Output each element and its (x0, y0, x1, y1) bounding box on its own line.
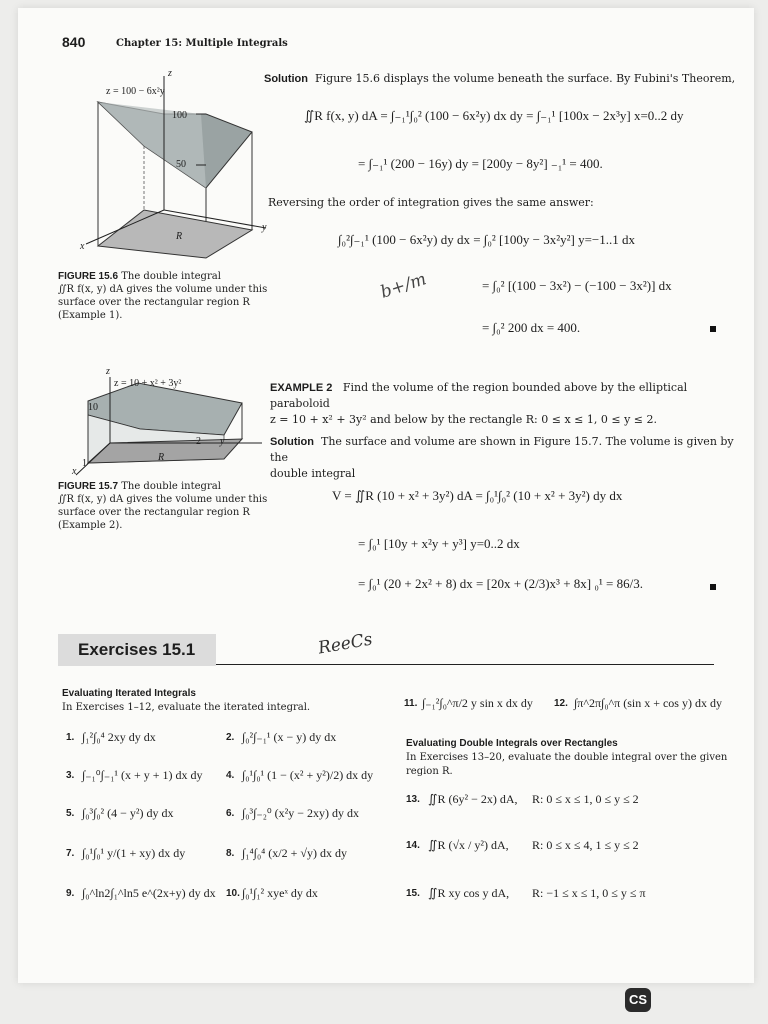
fig2-axis-z: z (106, 366, 110, 377)
exercise-number: 7. (66, 848, 75, 859)
fig2-surface-label: z = 10 + x² + 3y² (114, 378, 182, 389)
exercise-expr: ∫₀³∫₋₂⁰ (x²y − 2xy) dy dx (242, 806, 360, 820)
exercise-expr: ∫₀¹∫₁² xyeˣ dy dx (242, 886, 318, 900)
textbook-page (18, 8, 754, 983)
exercise-number: 10. (226, 888, 240, 899)
camscanner-logo-icon: CS (625, 988, 651, 1012)
exercise-expr: ∬R (√x / y²) dA, (428, 838, 509, 852)
section1-text: In Exercises 1–12, evaluate the iterated integral. (62, 702, 311, 713)
fig1-axis-x: x (80, 241, 85, 252)
end-of-example-marker (710, 326, 716, 332)
fig1-caption-line: (Example 1). (58, 310, 123, 321)
exercise-expr: ∫₀^ln2∫₁^ln5 e^(2x+y) dy dx (82, 886, 216, 900)
fig1-caption-title: FIGURE 15.6 (58, 271, 119, 282)
exercise-number: 2. (226, 732, 235, 743)
exercises-rule (216, 664, 714, 665)
end-of-example-marker (710, 584, 716, 590)
example2-solution-label: Solution (270, 436, 314, 448)
solution1-reverse-text: Reversing the order of integration gives the same answer: (268, 196, 594, 209)
example2-statement (270, 380, 744, 428)
solution1-eq5: = ∫₀² 200 dx = 400. (482, 320, 581, 335)
fig1-tick-50: 50 (176, 159, 186, 170)
exercise-number: 15. (406, 888, 420, 899)
fig2-tick-1: 1 (82, 458, 87, 469)
exercise-expr: ∬R xy cos y dA, (428, 886, 510, 900)
exercise-number: 9. (66, 888, 75, 899)
example2-solution (270, 434, 744, 482)
solution1-eq1: ∬R f(x, y) dA = ∫₋₁¹∫₀² (100 − 6x²y) dx dy = ∫₋₁¹ [100x − 2x³y] x=0..2 dy (304, 108, 684, 123)
example2-text: z = 10 + x² + 3y² and below by the rectangle R: 0 ≤ x ≤ 1, 0 ≤ y ≤ 2. (270, 413, 657, 426)
section2-text: In Exercises 13–20, evaluate the double integral over the given (406, 752, 728, 763)
fig2-caption-line: surface over the rectangular region R (58, 507, 250, 518)
exercise-expr: ∫₁⁴∫₀⁴ (x/2 + √y) dx dy (242, 846, 347, 860)
fig2-caption-line: ∬R f(x, y) dA gives the volume under this (58, 494, 268, 505)
exercise-number: 11. (404, 698, 418, 709)
exercise-number: 4. (226, 770, 235, 781)
exercise-expr: ∫₋₁⁰∫₋₁¹ (x + y + 1) dx dy (82, 768, 203, 782)
example2-eq2: = ∫₀¹ [10y + x²y + y³] y=0..2 dx (358, 536, 520, 551)
fig1-caption-line: The double integral (121, 271, 221, 282)
chapter-title: Chapter 15: Multiple Integrals (116, 38, 288, 49)
exercise-expr: ∫₁²∫₀⁴ 2xy dy dx (82, 730, 156, 744)
exercise-expr: ∬R (6y² − 2x) dA, (428, 792, 518, 806)
fig1-tick-100: 100 (172, 110, 187, 121)
fig2-region-label: R (158, 452, 165, 463)
fig1-axis-z: z (168, 68, 172, 79)
exercise-expr: ∫₋₁²∫₀^π/2 y sin x dx dy (422, 696, 533, 710)
handwritten-note: b+/m (378, 269, 429, 303)
region-r-base (98, 210, 252, 258)
fig1-region-label: R (176, 231, 183, 242)
example2-eq1: V = ∬R (10 + x² + 3y²) dA = ∫₀¹∫₀² (10 + x² + 3y²) dy dx (332, 488, 623, 503)
example2-solution-text: double integral (270, 467, 356, 480)
fig2-caption-title: FIGURE 15.7 (58, 481, 119, 492)
exercise-expr: ∫₀¹∫₀¹ y/(1 + xy) dx dy (82, 846, 186, 860)
solution1-eq3: ∫₀²∫₋₁¹ (100 − 6x²y) dy dx = ∫₀² [100y − 3x²y²] y=−1..1 dx (338, 232, 636, 247)
fig1-caption-line: ∬R f(x, y) dA gives the volume under this (58, 284, 268, 295)
exercise-region: R: 0 ≤ x ≤ 1, 0 ≤ y ≤ 2 (532, 792, 639, 806)
exercises-title: Exercises 15.1 (78, 640, 196, 659)
fig2-axis-x: x (72, 466, 77, 477)
fig1-axis-y: y (262, 222, 267, 233)
example2-eq3: = ∫₀¹ (20 + 2x² + 8) dx = [20x + (2/3)x³ + 8x] ₀¹ = 86/3. (358, 576, 643, 591)
section2-text: region R. (406, 766, 453, 777)
figure-15-7-caption (58, 480, 268, 532)
section2-title: Evaluating Double Integrals over Rectangles (406, 738, 618, 749)
exercise-expr: ∫₀²∫₋₁¹ (x − y) dy dx (242, 730, 337, 744)
fig2-tick-2: 2 (196, 436, 201, 447)
exercise-number: 6. (226, 808, 235, 819)
fig1-caption-line: surface over the rectangular region R (58, 297, 250, 308)
exercise-number: 5. (66, 808, 75, 819)
fig1-surface-label: z = 100 − 6x²y (106, 86, 165, 97)
handwritten-note: ReeCs (316, 629, 374, 659)
figure-15-6-caption (58, 270, 268, 322)
exercise-number: 3. (66, 770, 75, 781)
exercise-expr: ∫₀¹∫₀¹ (1 − (x² + y²)/2) dx dy (242, 768, 374, 782)
fig2-caption-line: (Example 2). (58, 520, 123, 531)
solution1-eq2: = ∫₋₁¹ (200 − 16y) dy = [200y − 8y²] ₋₁¹ = 400. (358, 156, 603, 171)
exercise-number: 13. (406, 794, 420, 805)
example2-solution-text: The surface and volume are shown in Figure 15.7. The volume is given by the (270, 435, 734, 464)
exercise-expr: ∫π^2π∫₀^π (sin x + cos y) dx dy (574, 696, 722, 710)
exercise-region: R: −1 ≤ x ≤ 1, 0 ≤ y ≤ π (532, 886, 646, 900)
exercise-number: 12. (554, 698, 568, 709)
section1-title: Evaluating Iterated Integrals (62, 688, 196, 699)
page-number: 840 (62, 34, 86, 50)
fig2-tick-10: 10 (88, 402, 98, 413)
example2-text: Find the volume of the region bounded above by the elliptical paraboloid (270, 381, 688, 410)
example2-label: EXAMPLE 2 (270, 382, 333, 394)
solution1-label: Solution (264, 73, 308, 85)
exercise-expr: ∫₀³∫₀² (4 − y²) dy dx (82, 806, 174, 820)
exercise-number: 8. (226, 848, 235, 859)
exercise-number: 14. (406, 840, 420, 851)
fig2-axis-y: y (220, 436, 225, 447)
exercise-number: 1. (66, 732, 75, 743)
fig2-caption-line: The double integral (121, 481, 221, 492)
solution1-text: Figure 15.6 displays the volume beneath the surface. By Fubini's Theorem, (315, 72, 736, 85)
solution1-intro (264, 72, 744, 85)
solution1-eq4: = ∫₀² [(100 − 3x²) − (−100 − 3x²)] dx (482, 278, 672, 293)
exercise-region: R: 0 ≤ x ≤ 4, 1 ≤ y ≤ 2 (532, 838, 639, 852)
